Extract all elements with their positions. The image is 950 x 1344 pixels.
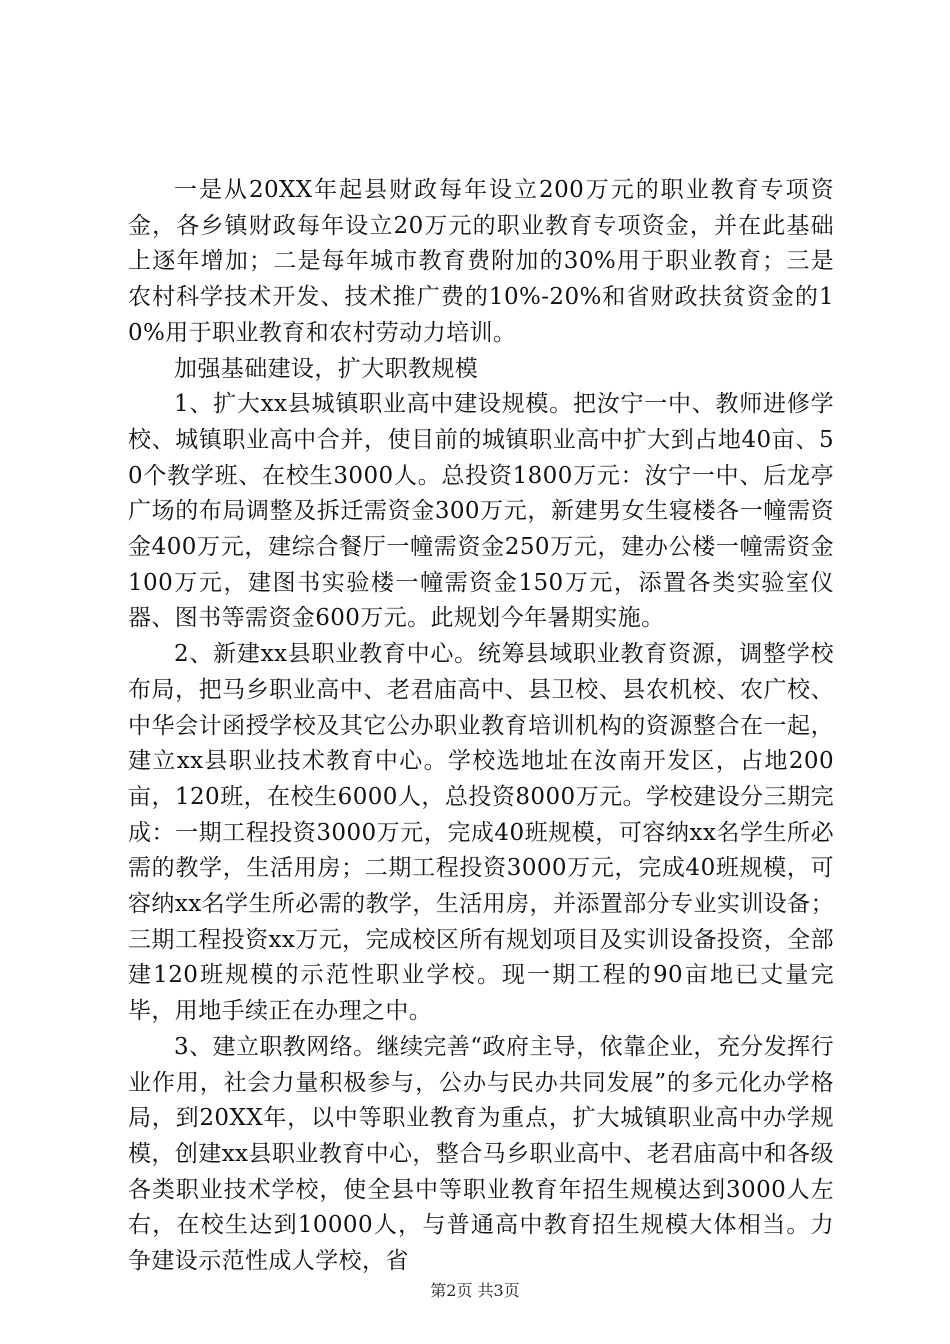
paragraph-funding: 一是从20XX年起县财政每年设立200万元的职业教育专项资金，各乡镇财政每年设立20万元的职业教育专项资金，并在此基础上逐年增加；二是每年城市教育费附加的30%用于职业教育；三是农村科学技术开发、技术推广费的10%-20%和省财政扶贫资金的10%用于职业教育和农村劳动力培训。 [128, 177, 834, 346]
document-body [128, 173, 834, 1280]
paragraph-item-3: 3、建立职教网络。继续完善“政府主导，依靠企业，充分发挥行业作用，社会力量积极参与，公办与民办共同发展”的多元化办学格局，到20XX年，以中等职业教育为重点，扩大城镇职业高中办学规模，创建xx县职业教育中心，整合马乡职业高中、老君庙高中和各级各类职业技术学校，使全县中等职业教育年招生规模达到3000人左右，在校生达到10000人，与普通高中教育招生规模大体相当。力争建设示范性成人学校，省 [128, 1033, 834, 1275]
paragraph-item-1: 1、扩大xx县城镇职业高中建设规模。把汝宁一中、教师进修学校、城镇职业高中合并，使目前的城镇职业高中扩大到占地40亩、50个教学班、在校生3000人。总投资1800万元：汝宁一中、后龙亭广场的布局调整及拆迁需资金300万元，新建男女生寝楼各一幢需资金400万元，建综合餐厅一幢需资金250万元，建办公楼一幢需资金100万元，建图书实验楼一幢需资金150万元，添置各类实验室仪器、图书等需资金600万元。此规划今年暑期实施。 [128, 391, 834, 632]
page-footer: 第2页 共3页 [430, 1281, 520, 1300]
paragraph-item-2: 2、新建xx县职业教育中心。统筹县域职业教育资源，调整学校布局，把马乡职业高中、老君庙高中、县卫校、县农机校、农广校、中华会计函授学校及其它公办职业教育培训机构的资源整合在一起，建立xx县职业技术教育中心。学校选地址在汝南开发区，占地200亩，120班，在校生6000人，总投资8000万元。学校建设分三期完成：一期工程投资3000万元，完成40班规模，可容纳xx名学生所必需的教学，生活用房；二期工程投资3000万元，完成40班规模，可容纳xx名学生所必需的教学，生活用房，并添置部分专业实训设备；三期工程投资xx万元，完成校区所有规划项目及实训设备投资，全部建120班规模的示范性职业学校。现一期工程的90亩地已丈量完毕，用地手续正在办理之中。 [128, 641, 834, 1025]
section-heading: 加强基础建设，扩大职教规模 [174, 355, 479, 382]
